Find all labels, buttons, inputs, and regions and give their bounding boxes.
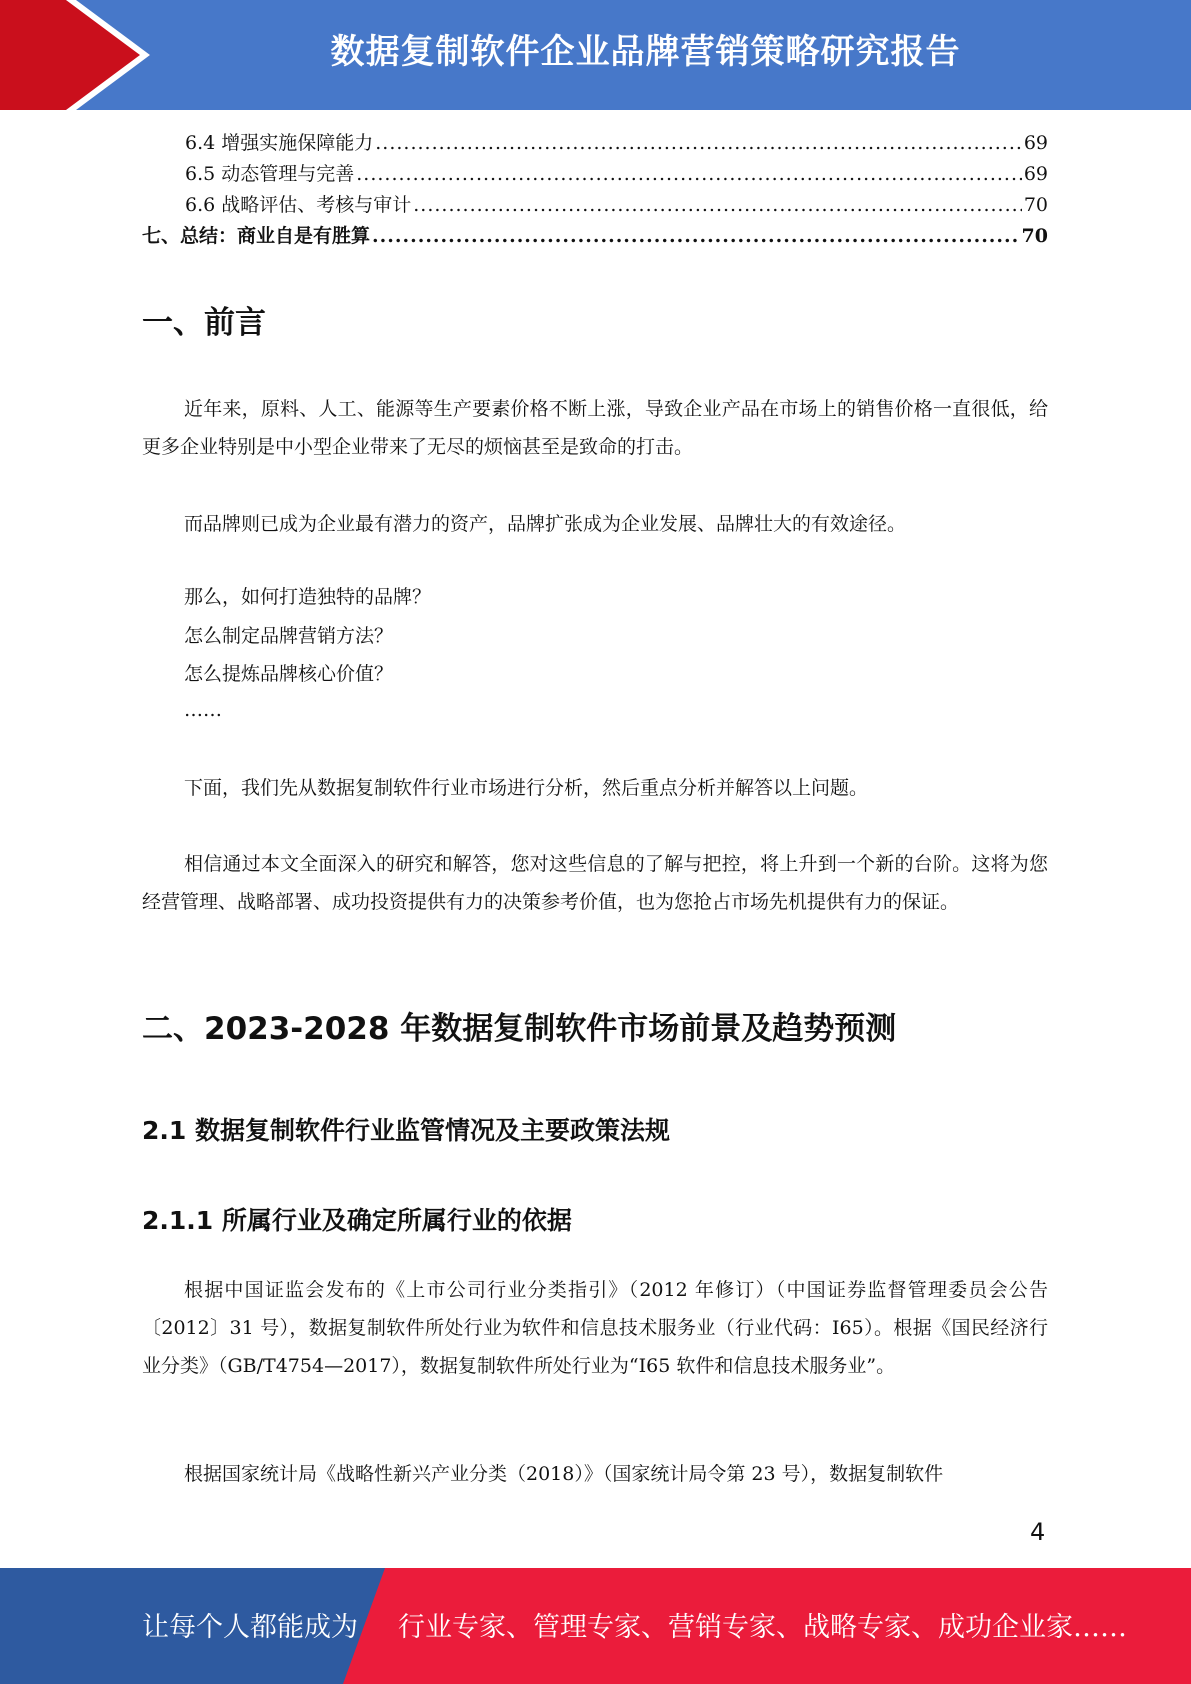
toc-entry-label: 6.4 增强实施保障能力	[185, 132, 374, 154]
paragraph: 根据中国证监会发布的《上市公司行业分类指引》（2012 年修订）（中国证券监督管理委员会公告〔2012〕31 号），数据复制软件所处行业为软件和信息技术服务业（行业代码：I65）。根据《国民经济行业分类》（GB/T4754—2017），数据复制软件所处行业为“I65 软件和信息技术服务业”。	[142, 1279, 1048, 1377]
table-of-contents	[142, 128, 1048, 252]
ellipsis-line: ……	[184, 699, 222, 721]
subsection-heading: 2.1 数据复制软件行业监管情况及主要政策法规	[142, 1116, 670, 1145]
toc-leader-dots	[356, 163, 1022, 185]
toc-leader-dots	[413, 194, 1022, 216]
toc-entry[interactable]	[142, 128, 1048, 159]
toc-entry-chapter[interactable]	[142, 221, 1048, 252]
toc-entry-page: 70	[1021, 225, 1048, 247]
report-title: 数据复制软件企业品牌营销策略研究报告	[330, 32, 961, 72]
toc-entry-label: 6.5 动态管理与完善	[185, 163, 355, 185]
paragraph: 下面，我们先从数据复制软件行业市场进行分析，然后重点分析并解答以上问题。	[184, 777, 869, 799]
section-heading-preface: 一、前言	[142, 305, 266, 341]
toc-entry-label: 七、总结：商业自是有胜算	[142, 225, 371, 247]
toc-entry-label: 6.6 战略评估、考核与审计	[185, 194, 412, 216]
toc-entry-page: 69	[1023, 132, 1048, 154]
paragraph: 相信通过本文全面深入的研究和解答，您对这些信息的了解与把控，将上升到一个新的台阶。这将为您经营管理、战略部署、成功投资提供有力的决策参考价值，也为您抢占市场先机提供有力的保证。	[142, 853, 1048, 913]
toc-entry[interactable]	[142, 190, 1048, 221]
toc-entry[interactable]	[142, 159, 1048, 190]
paragraph: 而品牌则已成为企业最有潜力的资产，品牌扩张成为企业发展、品牌壮大的有效途径。	[184, 513, 907, 535]
footer-slogan-right: 行业专家、管理专家、营销专家、战略专家、成功企业家……	[398, 1612, 1127, 1643]
toc-leader-dots	[375, 132, 1022, 154]
subsection-heading: 2.1.1 所属行业及确定所属行业的依据	[142, 1206, 572, 1235]
paragraph: 根据国家统计局《战略性新兴产业分类（2018）》（国家统计局令第 23 号），数据复制软件	[184, 1463, 944, 1485]
question-line: 那么，如何打造独特的品牌？	[184, 586, 432, 608]
footer-slogan-left: 让每个人都能成为	[142, 1612, 358, 1643]
page-number: 4	[1030, 1518, 1046, 1546]
page-header	[0, 0, 1191, 110]
page-footer	[0, 1568, 1191, 1684]
question-line: 怎么提炼品牌核心价值？	[184, 663, 394, 685]
section-heading-forecast: 二、2023-2028 年数据复制软件市场前景及趋势预测	[142, 1011, 897, 1047]
question-line: 怎么制定品牌营销方法？	[184, 625, 394, 647]
toc-entry-page: 69	[1023, 163, 1048, 185]
header-red-arrow	[0, 0, 150, 110]
toc-entry-page: 70	[1023, 194, 1048, 216]
toc-leader-dots	[372, 225, 1020, 247]
paragraph: 近年来，原料、人工、能源等生产要素价格不断上涨，导致企业产品在市场上的销售价格一直很低，给更多企业特别是中小型企业带来了无尽的烦恼甚至是致命的打击。	[142, 398, 1048, 458]
